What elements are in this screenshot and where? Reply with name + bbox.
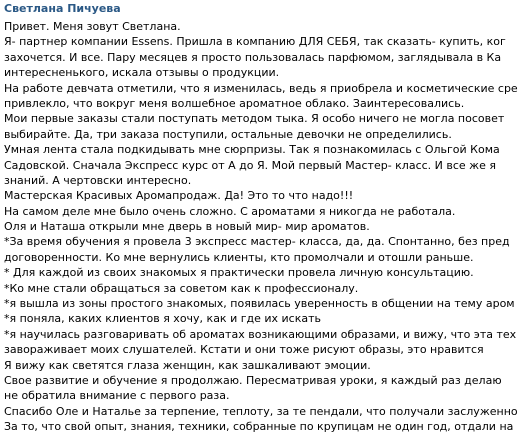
post-author-name[interactable]: Светлана Пичуева: [4, 2, 121, 15]
post-body: [4, 19, 518, 435]
post-text-line: *За время обучения я провела 3 экспресс мастер- класса, да, да. Спонтанно, без пред: [4, 235, 510, 249]
post-text-line: знаний. А чертовски интересно.: [4, 173, 192, 187]
post-text-line: не обратила внимание с первого раза.: [4, 389, 230, 403]
post-text-line: Я вижу как светятся глаза женщин, как зашкаливают эмоции.: [4, 358, 371, 372]
post-text-line: *Ко мне стали обращаться за советом как к профессионалу.: [4, 281, 359, 295]
post-text-line: договоренности. Ко мне вернулись клиенты, кто промолчали и отошли раньше.: [4, 250, 474, 264]
post-text-line: Я- партнер компании Essens. Пришла в компанию ДЛЯ СЕБЯ, так сказать- купить, ког: [4, 35, 506, 49]
post-text-line: На работе девчата отметили, что я изменилась, ведь я приобрела и косметические сре: [4, 81, 518, 95]
post-text-line: завораживает моих слушателей. Кстати и они тоже рисуют образы, это нравится: [4, 343, 484, 357]
post-text-line: * Для каждой из своих знакомых я практически провела личную консультацию.: [4, 266, 474, 280]
post-text-line: интересненького, искала отзывы о продукции.: [4, 66, 280, 80]
post-text-line: Привет. Меня зовут Светлана.: [4, 20, 181, 33]
post-text-line: Мои первые заказы стали поступать методом тыка. Я особо ничего не могла посовет: [4, 112, 505, 126]
post-text-line: Оля и Наташа открыли мне дверь в новый мир- мир ароматов.: [4, 220, 370, 234]
post-text-line: Садовской. Сначала Экспресс курс от А до Я. Мой первый Мастер- класс. И все же я: [4, 158, 496, 172]
post-text-line: Умная лента стала подкидывать мне сюрпризы. Так я познакомилась с Ольгой Кома: [4, 143, 500, 157]
post-text-line: *я научилась разговаривать об ароматах возникающими образами, и вижу, что эта тех: [4, 327, 517, 341]
post-text-line: Мастерская Красивых Аромапродаж. Да! Это то что надо!!!: [4, 189, 354, 203]
post-text-line: захочется. И все. Пару месяцев я просто пользовалась парфюмом, заглядывала в Ка: [4, 50, 502, 64]
post-text-line: Свое развитие и обучение я продолжаю. Пересматривая уроки, я каждый раз делаю: [4, 373, 502, 387]
post-text-line: *я вышла из зоны простого знакомых, появилась уверенность в общении на тему аром: [4, 297, 515, 311]
post-text-line: За то, что свой опыт, знания, техники, собранные по крупицам не один год, отдали на: [4, 420, 514, 434]
post-text-line: привлекло, что вокруг меня волшебное ароматное облако. Заинтересовались.: [4, 96, 465, 110]
post-text-line: Спасибо Оле и Наталье за терпение, теплоту, за те пендали, что получали заслуженно: [4, 404, 518, 418]
post-text-line: *я поняла, каких клиентов я хочу, как и где их искать: [4, 312, 321, 326]
post-text-line: На самом деле мне было очень сложно. С ароматами я никогда не работала.: [4, 204, 456, 218]
post-text-line: выбирайте. Да, три заказа поступили, остальные девочки не определились.: [4, 127, 452, 141]
